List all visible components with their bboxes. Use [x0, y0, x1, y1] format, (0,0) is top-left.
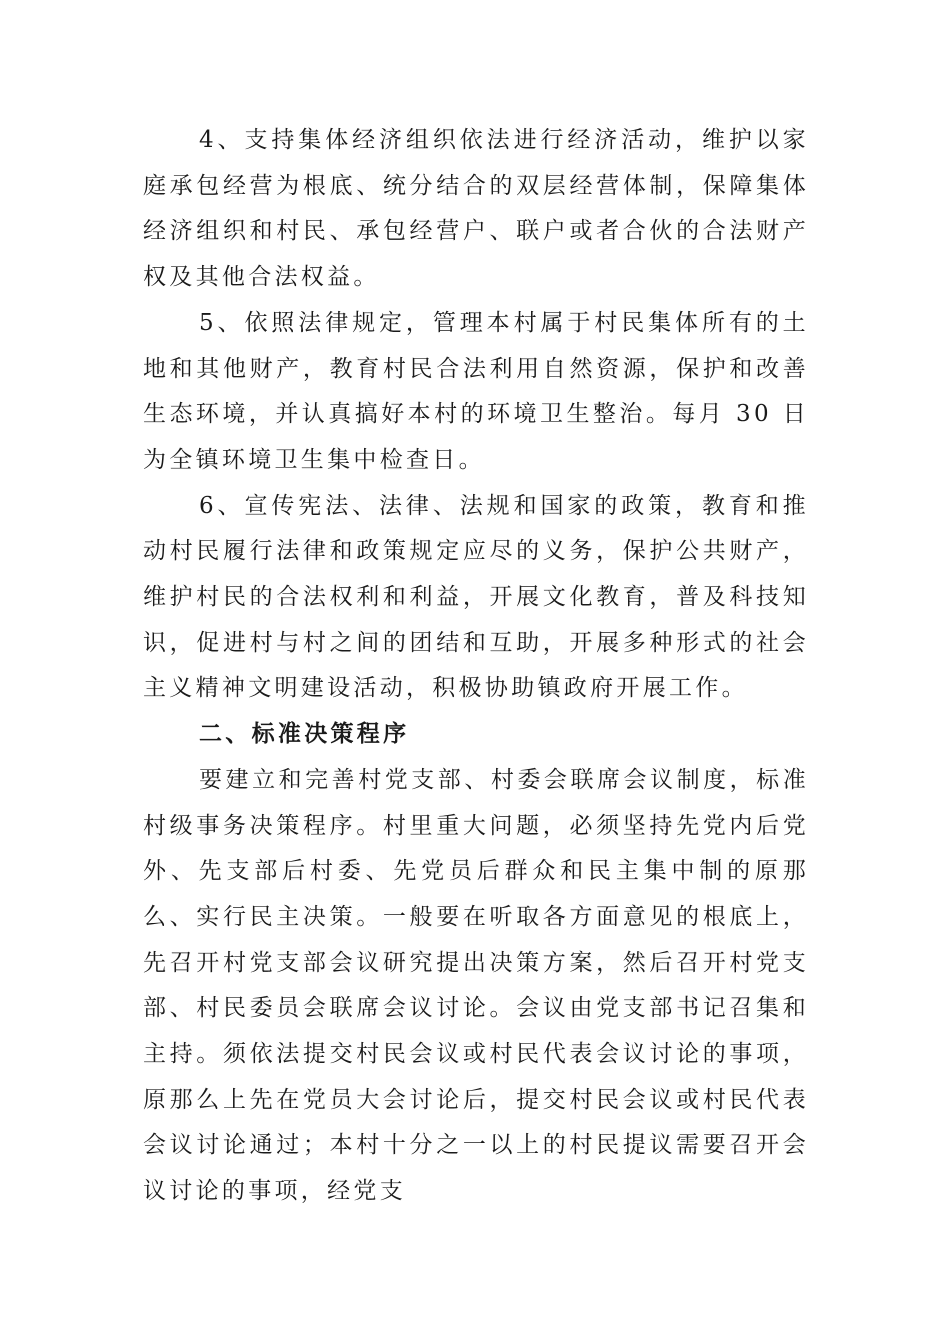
paragraph-item-5: 5、依照法律规定，管理本村属于村民集体所有的土地和其他财产，教育村民合法利用自然资源，保护和改善生态环境，并认真搞好本村的环境卫生整治。每月 30 日为全镇环境卫生集中检查日。: [143, 309, 809, 473]
section-paragraph: 要建立和完善村党支部、村委会联席会议制度，标准村级事务决策程序。村里重大问题，必须坚持先党内后党外、先支部后村委、先党员后群众和民主集中制的原那么、实行民主决策。一般要在听取各方面意见的根底上，先召开村党支部会议研究提出决策方案，然后召开村党支部、村民委员会联席会议讨论。会议由党支部书记召集和主持。须依法提交村民会议或村民代表会议讨论的事项，原那么上先在党员大会讨论后，提交村民会议或村民代表会议讨论通过；本村十分之一以上的村民提议需要召开会议讨论的事项，经党支: [143, 766, 809, 1205]
document-body: [143, 118, 809, 1215]
paragraph-item-6: 6、宣传宪法、法律、法规和国家的政策，教育和推动村民履行法律和政策规定应尽的义务，保护公共财产，维护村民的合法权利和利益，开展文化教育，普及科技知识，促进村与村之间的团结和互助，开展多种形式的社会主义精神文明建设活动，积极协助镇政府开展工作。: [143, 492, 809, 702]
section-heading: 二、标准决策程序: [199, 721, 410, 748]
paragraph-item-4: 4、支持集体经济组织依法进行经济活动，维护以家庭承包经营为根底、统分结合的双层经营体制，保障集体经济组织和村民、承包经营户、联户或者合伙的合法财产权及其他合法权益。: [143, 127, 809, 291]
